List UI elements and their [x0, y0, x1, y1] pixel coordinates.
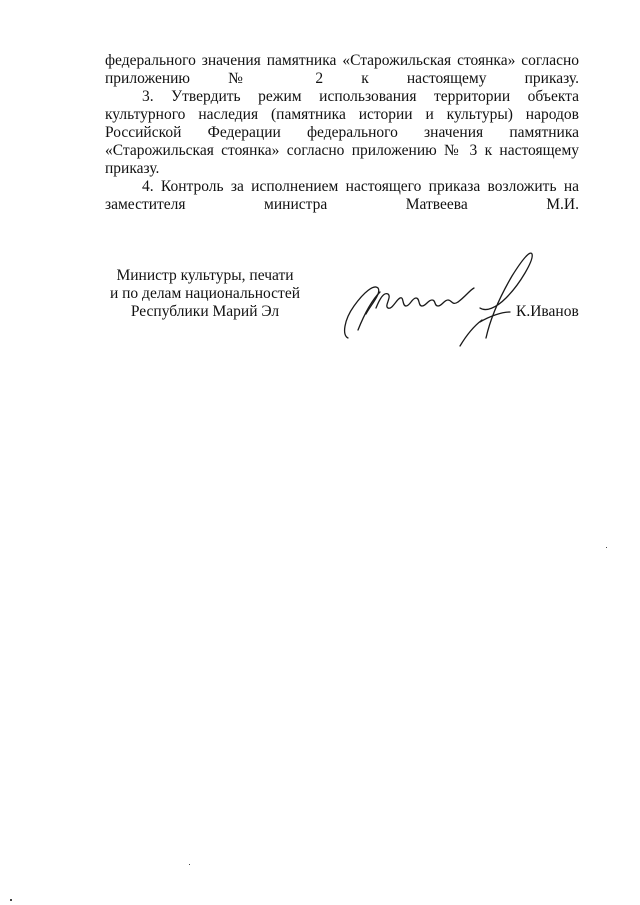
- handwritten-signature: [340, 240, 540, 350]
- paragraph-line: приложению № 2 к настоящему приказу.: [105, 70, 579, 87]
- paragraph-continuation: [105, 52, 579, 88]
- order-text: [105, 52, 579, 214]
- paragraph-line: Российской Федерации федерального значения памятника: [105, 124, 579, 141]
- paragraph-line: «Старожильская стоянка» согласно приложению № 3 к настоящему: [105, 142, 579, 159]
- paragraph-line: 4. Контроль за исполнением настоящего приказа возложить: [142, 178, 557, 195]
- paragraph-line: на заместителя министра Матвеева М.И.: [105, 178, 580, 213]
- signer-name: К.Иванов: [516, 303, 579, 320]
- paragraph-line: культурного наследия (памятника истории и культуры) народов: [105, 106, 579, 123]
- signatory-title-line: и по делам национальностей: [109, 285, 301, 302]
- paragraph-4: [105, 178, 579, 214]
- signatory-title: [100, 267, 310, 321]
- scan-speck: [10, 899, 12, 901]
- signatory-title-line: Республики Марий Эл: [130, 303, 280, 320]
- scan-speck: [606, 547, 607, 548]
- paragraph-line: приказу.: [105, 160, 160, 177]
- paragraph-3: [105, 88, 579, 178]
- paragraph-line: федерального значения памятника «Старожильская стоянка» согласно: [105, 52, 579, 69]
- signatory-title-line: Министр культуры, печати: [116, 267, 294, 284]
- paragraph-line: 3. Утвердить режим использования территории объекта: [142, 88, 579, 105]
- scan-speck: [189, 864, 190, 865]
